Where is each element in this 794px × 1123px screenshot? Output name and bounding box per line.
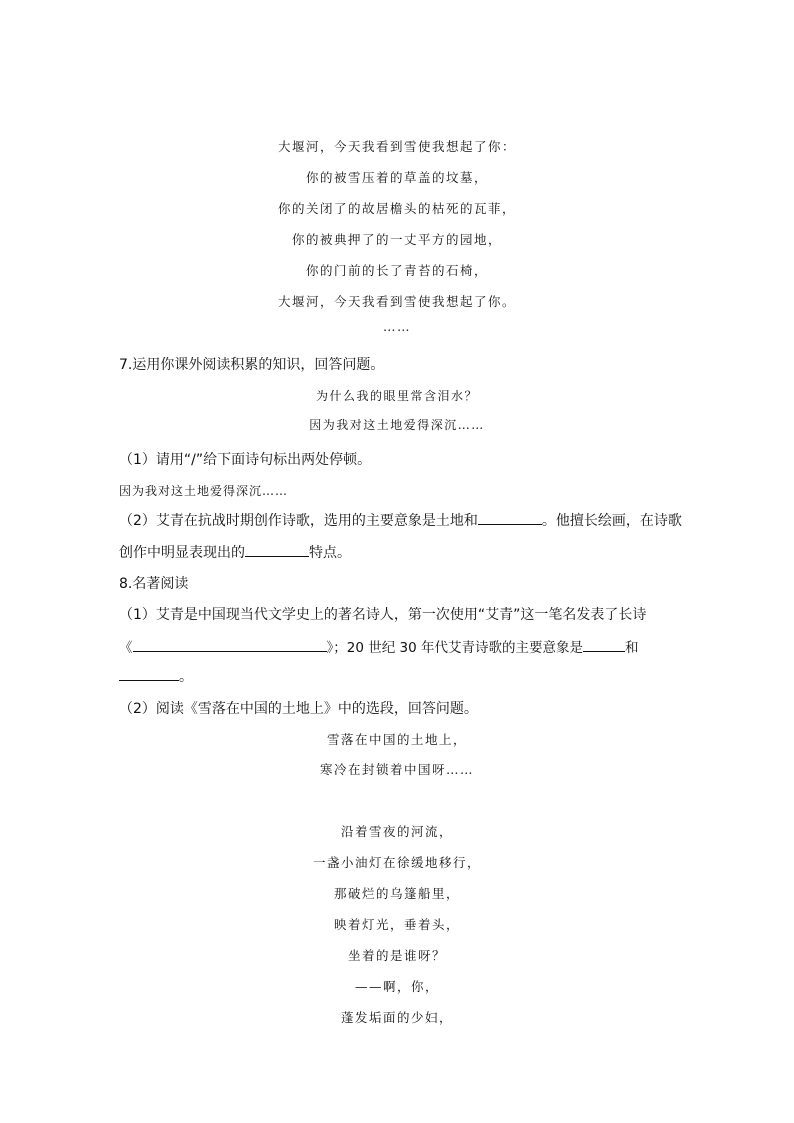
q7-sub2-text: 创作中明显表现出的: [119, 545, 245, 561]
q7-sub1-line: 因为我对这土地爱得深沉……: [119, 484, 289, 498]
q8-sub1-line3: [119, 666, 193, 686]
q8-poem-line: 那破烂的乌篷船里，: [333, 886, 460, 901]
poem-line: 大堰河，今天我看到雪使我想起了你。: [277, 294, 516, 309]
poem-line: 你的关闭了的故居檐头的枯死的瓦菲，: [277, 201, 516, 216]
question-8-title: 8.名著阅读: [119, 576, 189, 592]
q8-sub1-text: 》: [326, 640, 334, 656]
q8-poem-line: 蓬发垢面的少妇，: [340, 1010, 453, 1025]
q7-poem-line: 因为我对这土地爱得深沉……: [309, 418, 485, 432]
poem-line: 你的被雪压着的草盖的坟墓，: [305, 170, 488, 185]
q8-poem-line: ——啊，你，: [354, 979, 439, 994]
q8-sub1-text: ；20 世纪 30 年代艾青诗歌的主要意象是: [333, 640, 583, 656]
q7-sub2-line2: [119, 542, 351, 562]
q7-sub2-text: 特点。: [309, 545, 351, 561]
q7-poem-line: 为什么我的眼里常含泪水？: [315, 389, 478, 403]
q8-sub2: （2）阅读《雪落在中国的土地上》中的选段，回答问题。: [119, 701, 478, 717]
poem-line: 你的被典押了的一丈平方的园地，: [291, 232, 502, 247]
question-7-title: 7.运用你课外阅读积累的知识，回答问题。: [119, 357, 385, 373]
q8-sub1-text: 。: [179, 669, 193, 685]
q7-sub2-line1: [119, 510, 682, 530]
answer-blank[interactable]: [583, 637, 625, 652]
q7-sub2-text: （2）艾青在抗战时期创作诗歌，选用的主要意象是土地和: [119, 513, 478, 529]
q8-sub1-line2: [119, 636, 638, 656]
q8-poem-line: 寒冷在封锁着中国呀……: [319, 762, 474, 777]
q8-poem-line: 一盏小油灯在徐缓地移行，: [312, 855, 481, 870]
q8-sub1-text: 《: [119, 640, 133, 656]
q8-sub1-line1: （1）艾青是中国现当代文学史上的著名诗人，第一次使用“艾青”这一笔名发表了长诗: [119, 607, 647, 623]
q8-sub1-text: 和: [624, 640, 639, 656]
q7-sub2-text: 。他擅长绘画，在诗歌: [541, 513, 682, 529]
answer-blank[interactable]: [119, 666, 179, 681]
q8-poem-line: 映着灯光，垂着头，: [333, 917, 460, 932]
q7-sub1: （1）请用“/”给下面诗句标出两处停顿。: [119, 452, 372, 468]
q8-poem-line: 坐着的是谁呀？: [347, 948, 446, 963]
q8-poem-line: 沿着雪夜的河流，: [340, 824, 453, 839]
poem-ellipsis: ……: [383, 319, 411, 334]
answer-blank[interactable]: [245, 542, 309, 557]
poem-line: 你的门前的长了青苔的石椅，: [305, 263, 488, 278]
poem-line: 大堰河，今天我看到雪使我想起了你：: [277, 139, 516, 154]
q8-poem-line: 雪落在中国的土地上，: [326, 732, 467, 747]
answer-blank[interactable]: [478, 510, 542, 525]
answer-blank[interactable]: [133, 637, 327, 652]
